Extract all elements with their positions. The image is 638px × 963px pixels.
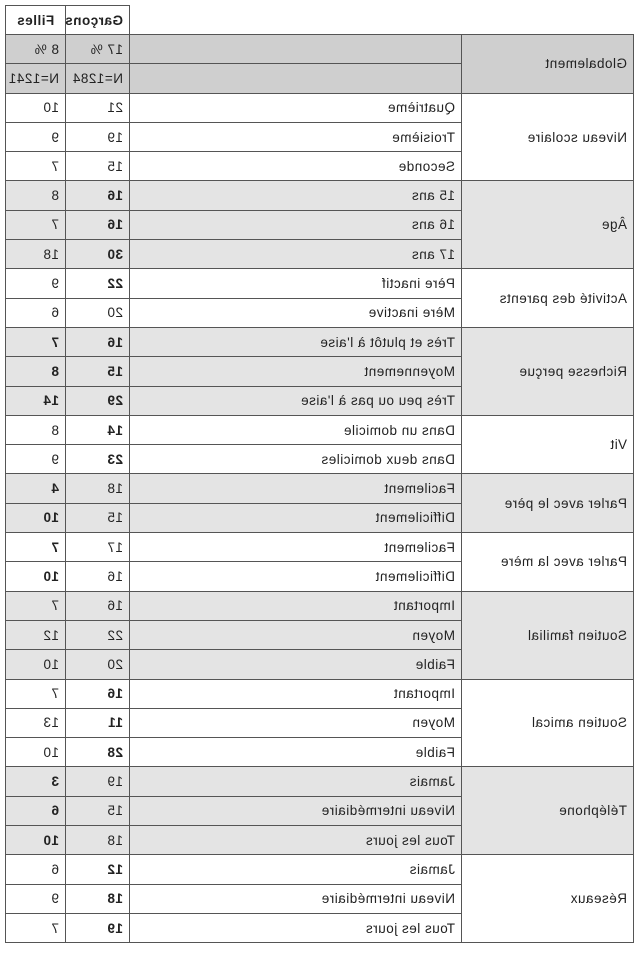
subcategory-label: Important (130, 679, 462, 708)
category-label: Parler avec le père (462, 474, 634, 533)
value-filles: 9 (6, 445, 66, 474)
subcategory-label: Père inactif (130, 269, 462, 298)
value-garcons: 19 (66, 122, 130, 151)
value-filles: 3 (6, 767, 66, 796)
subcategory-label: Seconde (130, 152, 462, 181)
data-table (5, 5, 634, 943)
value-garcons: 16 (66, 181, 130, 210)
global-blank-cell (130, 64, 462, 93)
value-filles: 7 (6, 533, 66, 562)
value-filles: 7 (6, 152, 66, 181)
value-filles: 8 (6, 415, 66, 444)
table-row (6, 767, 634, 796)
category-label: Soutien amical (462, 679, 634, 767)
value-garcons: 29 (66, 386, 130, 415)
value-garcons: 30 (66, 240, 130, 269)
value-filles: 4 (6, 474, 66, 503)
value-garcons: 20 (66, 298, 130, 327)
value-garcons: 23 (66, 445, 130, 474)
value-garcons: 22 (66, 269, 130, 298)
subcategory-label: Quatrième (130, 93, 462, 122)
subcategory-label: Facilement (130, 474, 462, 503)
value-garcons: 19 (66, 913, 130, 942)
subcategory-label: Très et plutôt à l'aise (130, 327, 462, 356)
value-filles: 10 (6, 826, 66, 855)
global-label: Globalement (462, 35, 634, 94)
subcategory-label: Jamais (130, 767, 462, 796)
subcategory-label: 16 ans (130, 210, 462, 239)
value-garcons: 18 (66, 474, 130, 503)
value-garcons: 16 (66, 562, 130, 591)
category-label: Téléphone (462, 767, 634, 855)
value-filles: 13 (6, 708, 66, 737)
category-label: Soutien familial (462, 591, 634, 679)
subcategory-label: Jamais (130, 855, 462, 884)
table-row (6, 591, 634, 620)
value-filles: 9 (6, 122, 66, 151)
value-filles: 6 (6, 796, 66, 825)
value-garcons: 16 (66, 591, 130, 620)
value-garcons: 12 (66, 855, 130, 884)
header-row (6, 6, 634, 35)
table-row (6, 533, 634, 562)
table-row (6, 269, 634, 298)
subcategory-label: Tous les jours (130, 826, 462, 855)
subcategory-label: Difficilement (130, 503, 462, 532)
empty-header-cell (196, 6, 462, 35)
subcategory-label: Moyen (130, 708, 462, 737)
subcategory-label: Facilement (130, 533, 462, 562)
empty-header-cell (462, 6, 634, 35)
global-n-garcons: N=1284 (66, 64, 130, 93)
subcategory-label: Dans deux domiciles (130, 445, 462, 474)
subcategory-label: Troisième (130, 122, 462, 151)
value-garcons: 16 (66, 327, 130, 356)
value-garcons: 18 (66, 826, 130, 855)
subcategory-label: Difficilement (130, 562, 462, 591)
table-row (6, 181, 634, 210)
value-filles: 10 (6, 650, 66, 679)
value-garcons: 16 (66, 210, 130, 239)
value-filles: 18 (6, 240, 66, 269)
value-garcons: 15 (66, 152, 130, 181)
value-filles: 8 (6, 181, 66, 210)
table-row (6, 855, 634, 884)
value-filles: 6 (6, 855, 66, 884)
header-filles: Filles (6, 6, 66, 35)
subcategory-label: Mère inactive (130, 298, 462, 327)
value-filles: 10 (6, 562, 66, 591)
value-garcons: 21 (66, 93, 130, 122)
subcategory-label: Important (130, 591, 462, 620)
value-garcons: 19 (66, 767, 130, 796)
value-garcons: 20 (66, 650, 130, 679)
subcategory-label: Faible (130, 650, 462, 679)
value-garcons: 18 (66, 884, 130, 913)
value-garcons: 17 (66, 533, 130, 562)
subcategory-label: Très peu ou pas à l'aise (130, 386, 462, 415)
subcategory-label: 17 ans (130, 240, 462, 269)
value-filles: 7 (6, 210, 66, 239)
category-label: Activité des parents (462, 269, 634, 328)
subcategory-label: Tous les jours (130, 913, 462, 942)
table-row (6, 415, 634, 444)
global-pct-filles: 8 % (6, 35, 66, 64)
value-garcons: 22 (66, 620, 130, 649)
subcategory-label: 15 ans (130, 181, 462, 210)
subcategory-label: Dans un domicile (130, 415, 462, 444)
subcategory-label: Moyennement (130, 357, 462, 386)
value-garcons: 15 (66, 357, 130, 386)
value-filles: 7 (6, 679, 66, 708)
global-n-filles: N=1241 (6, 64, 66, 93)
table-row (6, 93, 634, 122)
category-label: Réseaux (462, 855, 634, 943)
value-filles: 7 (6, 591, 66, 620)
value-filles: 12 (6, 620, 66, 649)
empty-header-cell (130, 6, 196, 35)
table-body (6, 6, 634, 943)
header-garcons: Garçons (66, 6, 130, 35)
value-filles: 7 (6, 327, 66, 356)
subcategory-label: Niveau intermédiaire (130, 796, 462, 825)
value-filles: 8 (6, 357, 66, 386)
table-row (6, 474, 634, 503)
value-garcons: 14 (66, 415, 130, 444)
category-label: Âge (462, 181, 634, 269)
value-garcons: 15 (66, 503, 130, 532)
table-row (6, 679, 634, 708)
subcategory-label: Faible (130, 738, 462, 767)
subcategory-label: Moyen (130, 620, 462, 649)
category-label: Niveau scolaire (462, 93, 634, 181)
value-garcons: 15 (66, 796, 130, 825)
category-label: Parler avec la mère (462, 533, 634, 592)
global-pct-row (6, 35, 634, 64)
value-filles: 9 (6, 269, 66, 298)
value-filles: 14 (6, 386, 66, 415)
table-row (6, 327, 634, 356)
value-garcons: 28 (66, 738, 130, 767)
category-label: Richesse perçue (462, 327, 634, 415)
value-garcons: 11 (66, 708, 130, 737)
global-blank-cell (130, 35, 462, 64)
value-filles: 9 (6, 884, 66, 913)
value-filles: 10 (6, 93, 66, 122)
value-garcons: 16 (66, 679, 130, 708)
subcategory-label: Niveau intermédiaire (130, 884, 462, 913)
value-filles: 6 (6, 298, 66, 327)
global-pct-garcons: 17 % (66, 35, 130, 64)
category-label: Vit (462, 415, 634, 474)
mirrored-table-container (0, 5, 638, 963)
value-filles: 7 (6, 913, 66, 942)
value-filles: 10 (6, 738, 66, 767)
value-filles: 10 (6, 503, 66, 532)
